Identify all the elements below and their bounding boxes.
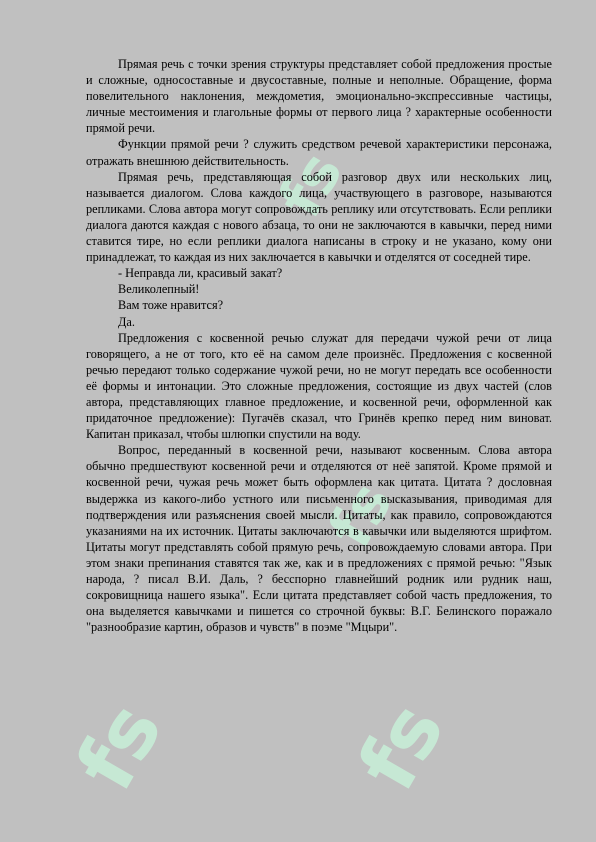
dialogue-line: - Неправда ли, красивый закат? — [118, 266, 283, 281]
watermark-logo: fs — [340, 687, 463, 806]
watermark-logo: fs — [58, 687, 181, 806]
paragraph-quotations: Вопрос, переданный в косвенной речи, называют косвенным. Слова автора обычно предшествуют косвенной речи и отделяются от неё запятой. Кроме прямой и косвенной речи, чужая речь может быть оформлена как цитата. Цитата ? дословная выдержка из какого-либо устного или письменного высказывания, приводимая для подтверждения или разъяснения своей мысли. Цитаты, как правило, сопровождаются указаниями на их источник. Цитаты заключаются в кавычки или выделяются шрифтом. Цитаты могут представлять собой прямую речь, сопровождаемую словами автора. При этом знаки препинания ставятся так же, как и в предложениях с прямой речью: "Язык народа, ? писал В.И. Даль, ? бесспорно главнейший родник или рудник наш, сокровищница нашего языка". Если цитата представляет собой часть предложения, то она выделяется кавычками и пишется со строчной буквы: В.Г. Белинского поражало "разнообразие картин, образов и чувств" в поэме "Мцыри". — [86, 443, 552, 635]
paragraph-direct-speech-structure: Прямая речь с точки зрения структуры представляет собой предложения простые и сложные, односоставные и двусоставные, полные и неполные. Обращение, форма повелительного наклонения, междометия, эмоционально-экспрессивные частицы, личные местоимения и глагольные формы от первого лица ? характерные особенности прямой речи. — [86, 57, 552, 136]
watermark-logo: fs — [265, 140, 357, 230]
document-body — [86, 56, 552, 635]
watermark-logo: fs — [315, 470, 407, 560]
paragraph-dialogue: Прямая речь, представляющая собой разговор двух или нескольких лиц, называется диалогом. Слова каждого лица, участвующего в разговоре, называются репликами. Слова автора могут сопровождать реплику или отсутствовать. Если реплики диалога даются каждая с нового абзаца, то они не заключаются в кавычки, перед ними ставится тире, но если реплики диалога написаны в строку и не указано, кому они принадлежат, то каждая из них заключается в кавычки и отделятся от соседней тире. — [86, 169, 552, 265]
dialogue-line: Великолепный! — [118, 282, 200, 297]
dialogue-line: Да. — [118, 314, 135, 329]
paragraph-direct-speech-functions: Функции прямой речи ? служить средством речевой характеристики персонажа, отражать внешнюю действительность. — [86, 137, 552, 168]
paragraph-indirect-speech: Предложения с косвенной речью служат для передачи чужой речи от лица говорящего, а не от того, кто её на самом деле произнёс. Предложения с косвенной речью передают только содержание чужой речи, но не могут передать все особенности её формы и интонации. Это сложные предложения, состоящие из двух частей (слов автора, представляющих главное предложение, и косвенной речи, оформленной как придаточное предложение): Пугачёв сказал, что Гринёв крепко перед ним виноват. Капитан приказал, чтобы шлюпки спустили на воду. — [86, 330, 552, 442]
dialogue-line: Вам тоже нравится? — [118, 298, 224, 313]
